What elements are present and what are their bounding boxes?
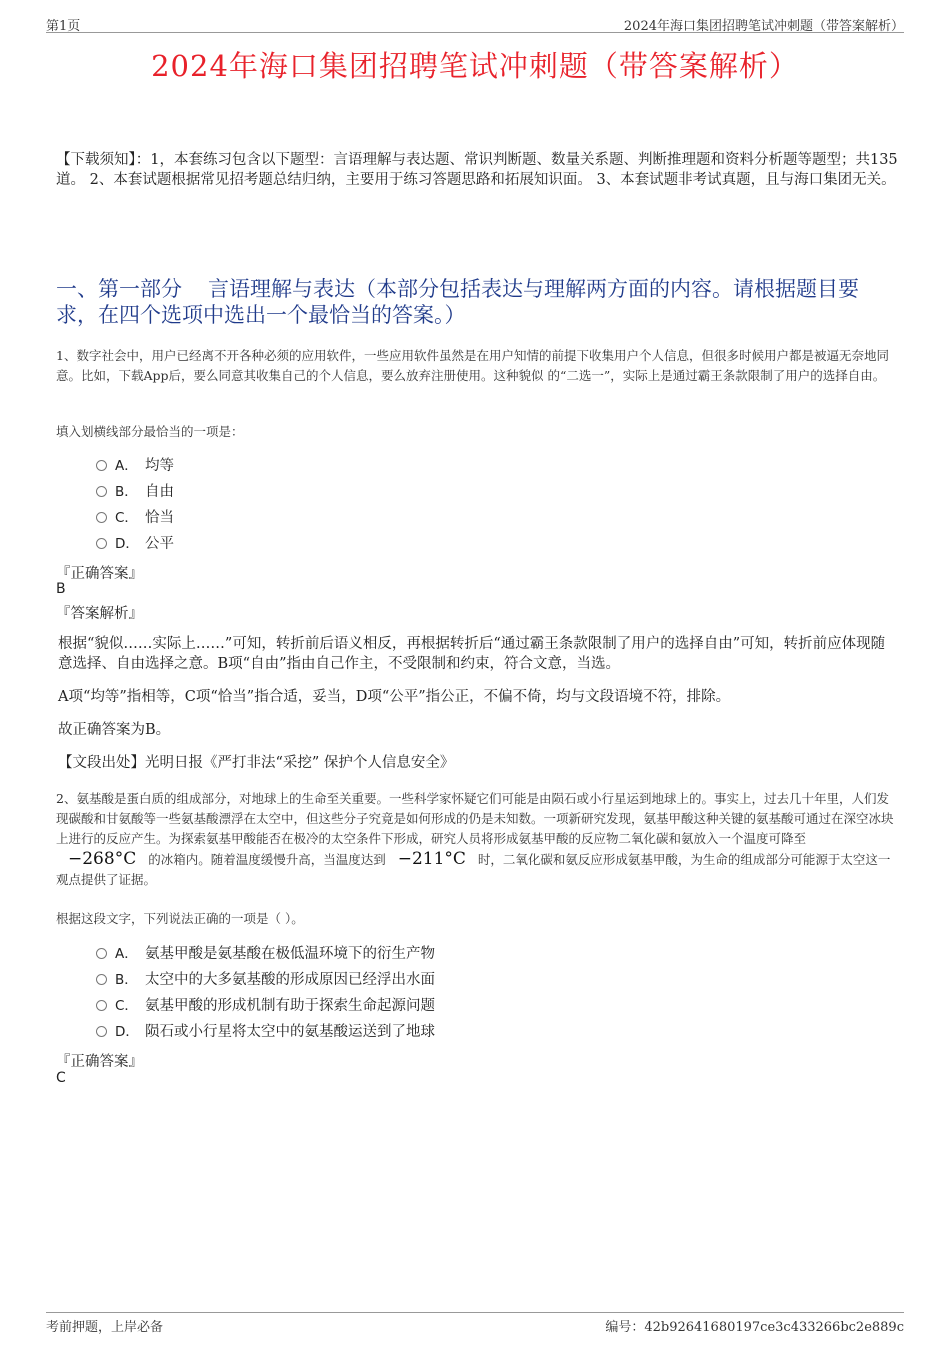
radio-icon[interactable] — [96, 486, 107, 497]
footer-doc-id: 编号：42b92641680197ce3c433266bc2e889c — [605, 1320, 904, 1335]
q2-stem-part-c: 时，二氧化碳和氨反应形成氨基甲酸，为生命的组成部分可能源于太空这一观点提供了证据。 — [56, 852, 891, 887]
q1-option-a[interactable] — [96, 455, 174, 477]
q2-answer: C — [56, 1070, 66, 1086]
radio-icon[interactable] — [96, 948, 107, 959]
q2-stem-part-b: 的冰箱内。随着温度缓慢升高，当温度达到 — [148, 852, 386, 867]
q1-option-b[interactable] — [96, 481, 174, 503]
q1-analysis-2: A项“均等”指相等，C项“恰当”指合适，妥当，D项“公平”指公正，不偏不倚，均与文段语境不符，排除。 — [58, 689, 731, 705]
radio-icon[interactable] — [96, 974, 107, 985]
q1-source: 【文段出处】光明日报《严打非法“采挖” 保护个人信息安全》 — [58, 755, 455, 771]
q2-temp-2: −211°C — [397, 849, 466, 869]
option-text: 氨基甲酸的形成机制有助于探索生命起源问题 — [145, 998, 435, 1014]
q1-answer: B — [56, 581, 66, 597]
q1-option-c[interactable] — [96, 507, 174, 529]
option-text: 氨基甲酸是氨基酸在极低温环境下的衍生产物 — [145, 946, 435, 962]
q1-prompt: 填入划横线部分最恰当的一项是： — [56, 424, 244, 439]
option-letter: B． — [115, 484, 138, 500]
q2-option-d[interactable] — [96, 1021, 435, 1043]
option-text: 陨石或小行星将太空中的氨基酸运送到了地球 — [145, 1024, 435, 1040]
option-text: 恰当 — [145, 510, 174, 526]
q2-prompt: 根据这段文字，下列说法正确的一项是（ ）。 — [56, 911, 304, 926]
q2-option-c[interactable] — [96, 995, 435, 1017]
option-text: 公平 — [145, 536, 174, 552]
page-footer — [46, 1312, 904, 1333]
option-letter: B． — [115, 972, 138, 988]
radio-icon[interactable] — [96, 538, 107, 549]
option-text: 均等 — [145, 458, 174, 474]
radio-icon[interactable] — [96, 1000, 107, 1011]
radio-icon[interactable] — [96, 1026, 107, 1037]
option-letter: D． — [115, 536, 139, 552]
section-part: 一、第一部分 — [56, 277, 182, 301]
q1-analysis-label: 『答案解析』 — [56, 606, 143, 622]
q2-option-a[interactable] — [96, 943, 435, 965]
q1-answer-label: 『正确答案』 — [56, 566, 143, 582]
q2-temp-1: −268°C — [68, 849, 137, 869]
footer-slogan: 考前押题，上岸必备 — [46, 1320, 164, 1335]
page-number: 第1页 — [46, 19, 81, 34]
section-desc: 言语理解与表达（本部分包括表达与理解两方面的内容。请根据题目要求，在四个选项中选出一个最恰当的答案。） — [56, 277, 859, 327]
q1-option-d[interactable] — [96, 533, 174, 555]
option-text: 自由 — [145, 484, 174, 500]
q2-stem — [56, 789, 898, 890]
section-heading — [56, 276, 900, 328]
option-letter: C． — [115, 998, 138, 1014]
q2-option-b[interactable] — [96, 969, 435, 991]
radio-icon[interactable] — [96, 512, 107, 523]
option-letter: A． — [115, 946, 138, 962]
download-notice: 【下载须知】：1，本套练习包含以下题型：言语理解与表达题、常识判断题、数量关系题、判断推理题和资料分析题等题型；共135道。 2、本套试题根据常见招考题总结归纳，主要用于练习答题思路和拓展知识面。 3、本套试题非考试真题，且与海口集团无关。 — [56, 152, 898, 188]
radio-icon[interactable] — [96, 460, 107, 471]
option-letter: A． — [115, 458, 138, 474]
header-doc-title: 2024年海口集团招聘笔试冲刺题（带答案解析） — [623, 19, 904, 34]
page-title: 2024年海口集团招聘笔试冲刺题（带答案解析） — [151, 49, 799, 83]
q2-answer-label: 『正确答案』 — [56, 1054, 143, 1070]
q2-stem-part-a: 2、氨基酸是蛋白质的组成部分，对地球上的生命至关重要。一些科学家怀疑它们可能是由陨石或小行星运到地球上的。事实上，过去几十年里，人们发现碳酸和甘氨酸等一些氨基酸漂浮在太空中，但这些分子究竟是如何形成的仍是未知数。一项新研究发现，氨基甲酸这种关键的氨基酸可通过在深空冰块上进行的反应产生。为探索氨基甲酸能否在极冷的太空条件下形成，研究人员将形成氨基甲酸的反应物二氧化碳和氨放入一个温度可降至 — [56, 791, 894, 846]
q1-analysis-3: 故正确答案为B。 — [58, 722, 171, 738]
option-text: 太空中的大多氨基酸的形成原因已经浮出水面 — [145, 972, 435, 988]
option-letter: C． — [115, 510, 138, 526]
q1-stem: 1、数字社会中，用户已经离不开各种必须的应用软件，一些应用软件虽然是在用户知情的前提下收集用户个人信息，但很多时候用户都是被逼无奈地同意。比如，下载App后，要么同意其收集自己的个人信息，要么放弃注册使用。这种貌似 的“二选一”，实际上是通过霸王条款限制了用户的选择自由。 — [56, 348, 889, 383]
page-header — [46, 14, 904, 33]
option-letter: D． — [115, 1024, 139, 1040]
q1-analysis-1: 根据“貌似……实际上……”可知，转折前后语义相反，再根据转折后“通过霸王条款限制了用户的选择自由”可知，转折前应体现随意选择、自由选择之意。B项“自由”指由自己作主，不受限制和约束，符合文意，当选。 — [58, 636, 886, 672]
